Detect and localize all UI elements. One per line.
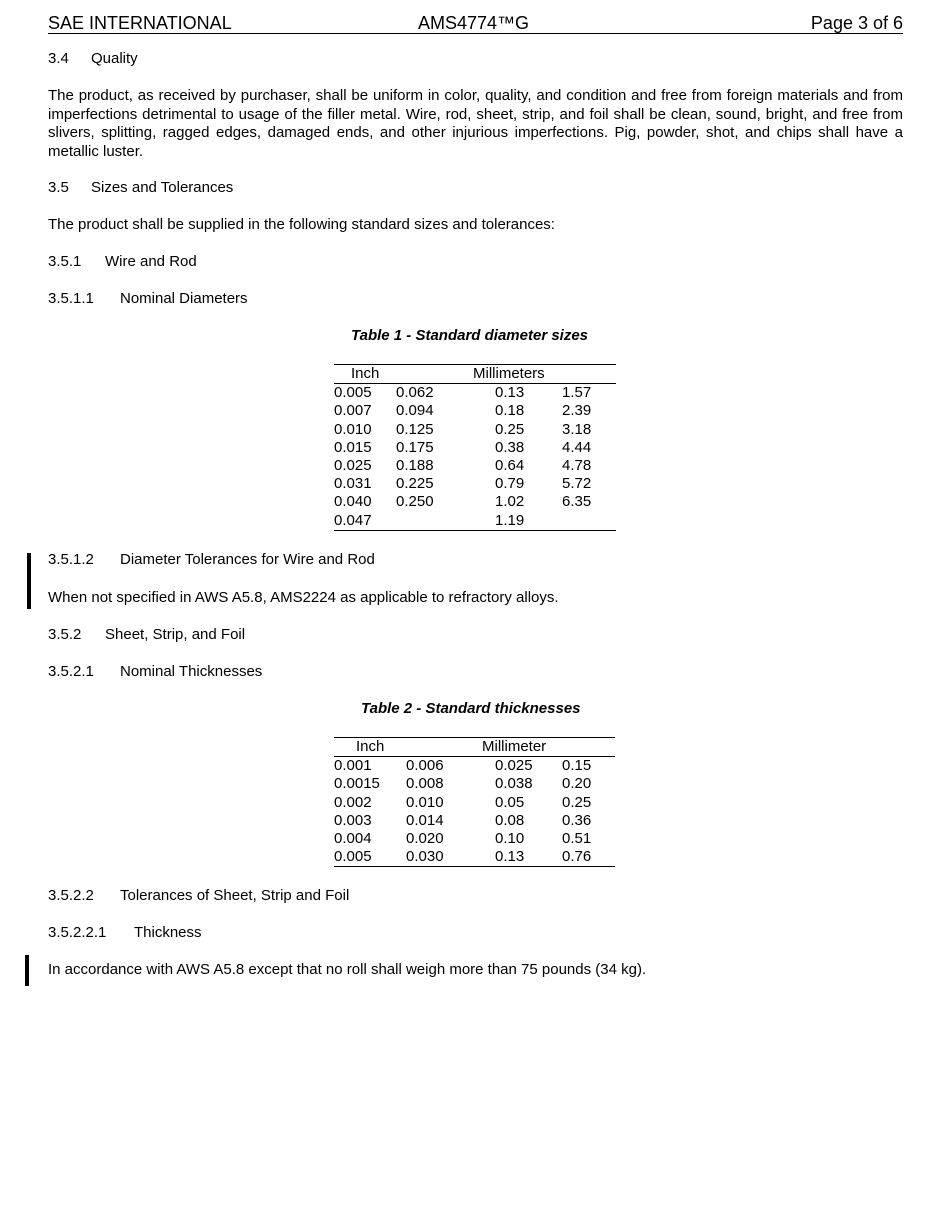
heading-3-5-2-2-1 [48, 924, 202, 942]
table-cell: 0.38 [495, 438, 525, 456]
header-doc-id: AMS4774™G [418, 13, 530, 33]
table-row [334, 457, 616, 475]
table-cell: 0.038 [495, 775, 533, 793]
table-cell: 0.13 [495, 848, 525, 866]
table-row [334, 512, 616, 530]
table-cell: 0.13 [495, 384, 525, 402]
table-cell: 0.094 [396, 402, 434, 420]
table-header-row [334, 738, 615, 757]
table-cell: 0.225 [396, 475, 434, 493]
header-org: SAE INTERNATIONAL [48, 13, 232, 33]
table-row [334, 794, 615, 812]
table-cell: 0.175 [396, 438, 434, 456]
heading-3-5-2 [48, 626, 245, 644]
paragraph-diameter-tolerances: When not specified in AWS A5.8, AMS2224 as applicable to refractory alloys. [48, 589, 559, 606]
table-row [334, 384, 616, 403]
section-title: Thickness [134, 924, 202, 941]
table-cell: 0.005 [334, 848, 372, 866]
table-cell: 0.006 [406, 757, 444, 775]
table1-caption: Table 1 - Standard diameter sizes [351, 327, 589, 344]
table-cell: 0.20 [562, 775, 592, 793]
table-cell: 0.004 [334, 830, 372, 848]
table-cell: 0.64 [495, 457, 525, 475]
table-cell: 4.44 [562, 438, 592, 456]
table-cell: 0.010 [334, 420, 372, 438]
heading-3-4 [48, 50, 138, 68]
section-number: 3.4 [48, 50, 69, 67]
column-header-millimeter: Millimeter [495, 738, 615, 757]
table-cell: 6.35 [562, 493, 592, 511]
table-cell: 3.18 [562, 420, 592, 438]
heading-3-5-1-2 [48, 551, 375, 569]
table-cell: 0.031 [334, 475, 372, 493]
section-title: Sheet, Strip, and Foil [105, 626, 246, 643]
table-cell: 0.015 [334, 438, 372, 456]
section-title: Wire and Rod [105, 253, 197, 270]
table-cell: 0.36 [562, 811, 592, 829]
table-cell: 0.030 [406, 848, 444, 866]
section-title: Nominal Diameters [120, 290, 248, 307]
table-cell: 0.001 [334, 757, 372, 775]
table-cell: 0.014 [406, 811, 444, 829]
table-cell: 0.51 [562, 830, 592, 848]
table2-standard-thicknesses [334, 737, 615, 867]
heading-3-5 [48, 179, 233, 197]
paragraph-thickness: In accordance with AWS A5.8 except that no roll shall weigh more than 75 pounds (34 kg). [48, 961, 647, 978]
section-title: Nominal Thicknesses [120, 663, 263, 680]
table-row [334, 775, 615, 793]
section-title: Tolerances of Sheet, Strip and Foil [120, 887, 350, 904]
revision-change-bar [25, 955, 29, 986]
table-row [334, 812, 615, 830]
column-header-millimeters: Millimeters [495, 365, 616, 384]
table-cell: 0.79 [495, 475, 525, 493]
heading-3-5-2-2 [48, 887, 349, 905]
column-header-inch: Inch [334, 365, 495, 384]
section-number: 3.5.1 [48, 253, 82, 270]
table-cell: 0.250 [396, 493, 434, 511]
section-number: 3.5.2.2 [48, 887, 94, 904]
paragraph-sizes: The product shall be supplied in the following standard sizes and tolerances: [48, 216, 555, 233]
table-cell: 0.007 [334, 402, 372, 420]
table-cell: 0.020 [406, 830, 444, 848]
section-title: Sizes and Tolerances [91, 179, 234, 196]
section-title: Quality [91, 50, 138, 67]
section-number: 3.5.2.1 [48, 663, 94, 680]
table-cell: 0.188 [396, 457, 434, 475]
table-cell: 5.72 [562, 475, 592, 493]
table-cell [396, 512, 495, 530]
table-cell: 0.008 [406, 775, 444, 793]
section-number: 3.5 [48, 179, 69, 196]
table-cell: 0.0015 [334, 775, 380, 793]
heading-3-5-1-1 [48, 290, 248, 308]
table-cell: 0.003 [334, 811, 372, 829]
table-row [334, 402, 616, 420]
table-cell: 0.025 [495, 757, 533, 775]
table-cell: 0.25 [495, 420, 525, 438]
table-cell: 0.25 [562, 793, 592, 811]
table-cell: 0.125 [396, 420, 434, 438]
table-cell: 1.19 [495, 511, 525, 529]
table-cell: 0.005 [334, 384, 372, 402]
table-row [334, 475, 616, 493]
table2-caption: Table 2 - Standard thicknesses [361, 700, 581, 717]
table-cell: 2.39 [562, 402, 592, 420]
table1-diameter-sizes [334, 364, 616, 531]
header-rule [48, 33, 903, 34]
table-row [334, 757, 615, 776]
table-row [334, 848, 615, 866]
section-number: 3.5.1.2 [48, 551, 94, 568]
table-cell: 1.02 [495, 493, 525, 511]
table-row [334, 421, 616, 439]
heading-3-5-1 [48, 253, 197, 271]
table-cell: 4.78 [562, 457, 592, 475]
table-cell: 0.025 [334, 457, 372, 475]
table-cell: 1.57 [562, 384, 592, 402]
table-cell: 0.18 [495, 402, 525, 420]
table-header-row [334, 365, 616, 384]
table-cell: 0.040 [334, 493, 372, 511]
section-number: 3.5.2.2.1 [48, 924, 107, 941]
table-cell: 0.08 [495, 811, 525, 829]
table-cell: 0.15 [562, 757, 592, 775]
section-number: 3.5.1.1 [48, 290, 94, 307]
paragraph-quality: The product, as received by purchaser, shall be uniform in color, quality, and condition and free from foreign materials and from imperfections detrimental to usage of the filler metal. Wire, rod, sheet, strip, and foil shall be clean, sound, bright, and free from slivers, splitting, ragged edges, damaged ends, and other injurious imperfections. Pig, powder, shot, and chips shall have a metallic luster. [48, 87, 903, 160]
table-cell: 0.047 [334, 511, 372, 529]
column-header-inch: Inch [334, 738, 495, 757]
heading-3-5-2-1 [48, 663, 262, 681]
table-cell: 0.002 [334, 793, 372, 811]
table-row [334, 493, 616, 511]
table-cell [562, 512, 616, 530]
table-cell: 0.05 [495, 793, 525, 811]
section-number: 3.5.2 [48, 626, 82, 643]
table-cell: 0.10 [495, 830, 525, 848]
table-row [334, 830, 615, 848]
header-page-number: Page 3 of 6 [810, 13, 903, 33]
table-cell: 0.010 [406, 793, 444, 811]
section-title: Diameter Tolerances for Wire and Rod [120, 551, 375, 568]
table-cell: 0.76 [562, 848, 592, 866]
table-cell: 0.062 [396, 384, 434, 402]
revision-change-bar [27, 553, 31, 609]
table-row [334, 439, 616, 457]
